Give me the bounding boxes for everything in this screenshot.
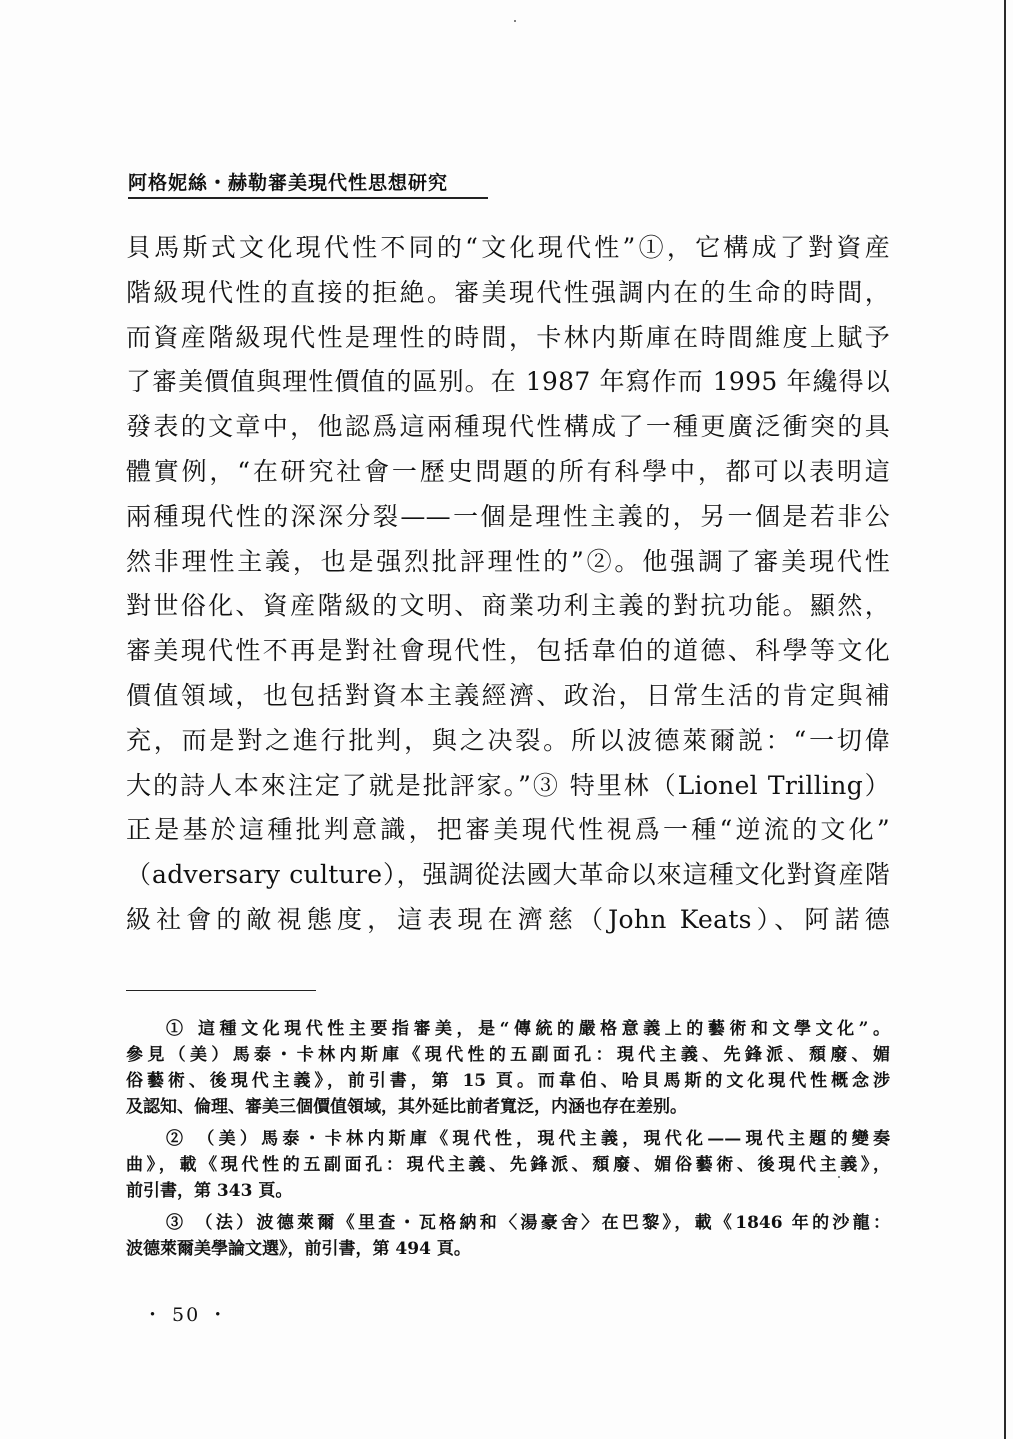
body-line: 體實例，“在研究社會一歷史問題的所有科學中，都可以表明這 [126,456,890,486]
header-rule [128,197,488,199]
footnote-2-line: ② （美）馬泰・卡林内斯庫《現代性，現代主義，現代化——現代主題的變奏 [166,1129,890,1149]
footnote-1-line: 參見（美）馬泰・卡林内斯庫《現代性的五副面孔：現代主義、先鋒派、頹廢、媚 [126,1045,890,1065]
scan-speck [514,20,516,22]
body-line: 價值領域，也包括對資本主義經濟、政治，日常生活的肯定與補 [126,680,890,710]
footnote-2-line: 曲》，載《現代性的五副面孔：現代主義、先鋒派、頹廢、媚俗藝術、後現代主義》， [126,1155,890,1175]
body-line: 級社會的敵視態度，這表現在濟慈（John Keats）、阿諾德 [126,904,890,934]
body-line: 而資産階級現代性是理性的時間，卡林内斯庫在時間維度上賦予 [126,322,890,352]
body-line: 階級現代性的直接的拒絶。審美現代性强調内在的生命的時間， [126,277,890,307]
footnote-2-line: 前引書，第 343 頁。 [126,1181,293,1201]
body-line: 兩種現代性的深深分裂——一個是理性主義的，另一個是若非公 [126,501,890,531]
footnote-1-line: 俗藝術、後現代主義》，前引書，第 15 頁。而韋伯、哈貝馬斯的文化現代性概念涉 [126,1071,890,1091]
body-line: 發表的文章中，他認爲這兩種現代性構成了一種更廣泛衝突的具 [126,412,890,442]
body-text [126,226,890,943]
body-line: 了審美價值與理性價值的區别。在 1987 年寫作而 1995 年纔得以 [126,367,890,397]
body-line: 大的詩人本來注定了就是批評家。”③ 特里林（Lionel Trilling） [126,770,890,800]
footnote-rule [126,990,316,991]
body-line: 然非理性主義，也是强烈批評理性的”②。他强調了審美現代性 [126,546,890,576]
body-line: 審美現代性不再是對社會現代性，包括韋伯的道德、科學等文化 [126,636,890,666]
footnote-3-line: ③ （法）波德萊爾《里查・瓦格納和〈湯豪舍〉在巴黎》，載《1846 年的沙龍： [166,1213,890,1233]
footnote-3-line: 波德萊爾美學論文選》，前引書，第 494 頁。 [126,1239,471,1259]
page-edge-shadow [1004,0,1006,1439]
running-header: 阿格妮絲・赫勒審美現代性思想研究 [128,172,449,194]
footnotes [126,1016,890,1262]
page-number: ・ 50 ・ [143,1304,230,1326]
footnote-1-line: 及認知、倫理、審美三個價值領域，其外延比前者寬泛，内涵也存在差别。 [126,1097,687,1117]
body-line: 貝馬斯式文化現代性不同的“文化現代性”①，它構成了對資産 [126,233,890,262]
body-line: 充，而是對之進行批判，與之决裂。所以波德萊爾説：“一切偉 [126,725,890,755]
footnote-1-line: ① 這種文化現代性主要指審美，是“傳統的嚴格意義上的藝術和文學文化”。 [166,1019,890,1039]
body-line: （adversary culture），强調從法國大革命以來這種文化對資産階 [126,860,890,890]
body-line: 對世俗化、資産階級的文明、商業功利主義的對抗功能。顯然， [126,591,890,621]
body-line: 正是基於這種批判意識，把審美現代性視爲一種“逆流的文化” [126,815,890,845]
